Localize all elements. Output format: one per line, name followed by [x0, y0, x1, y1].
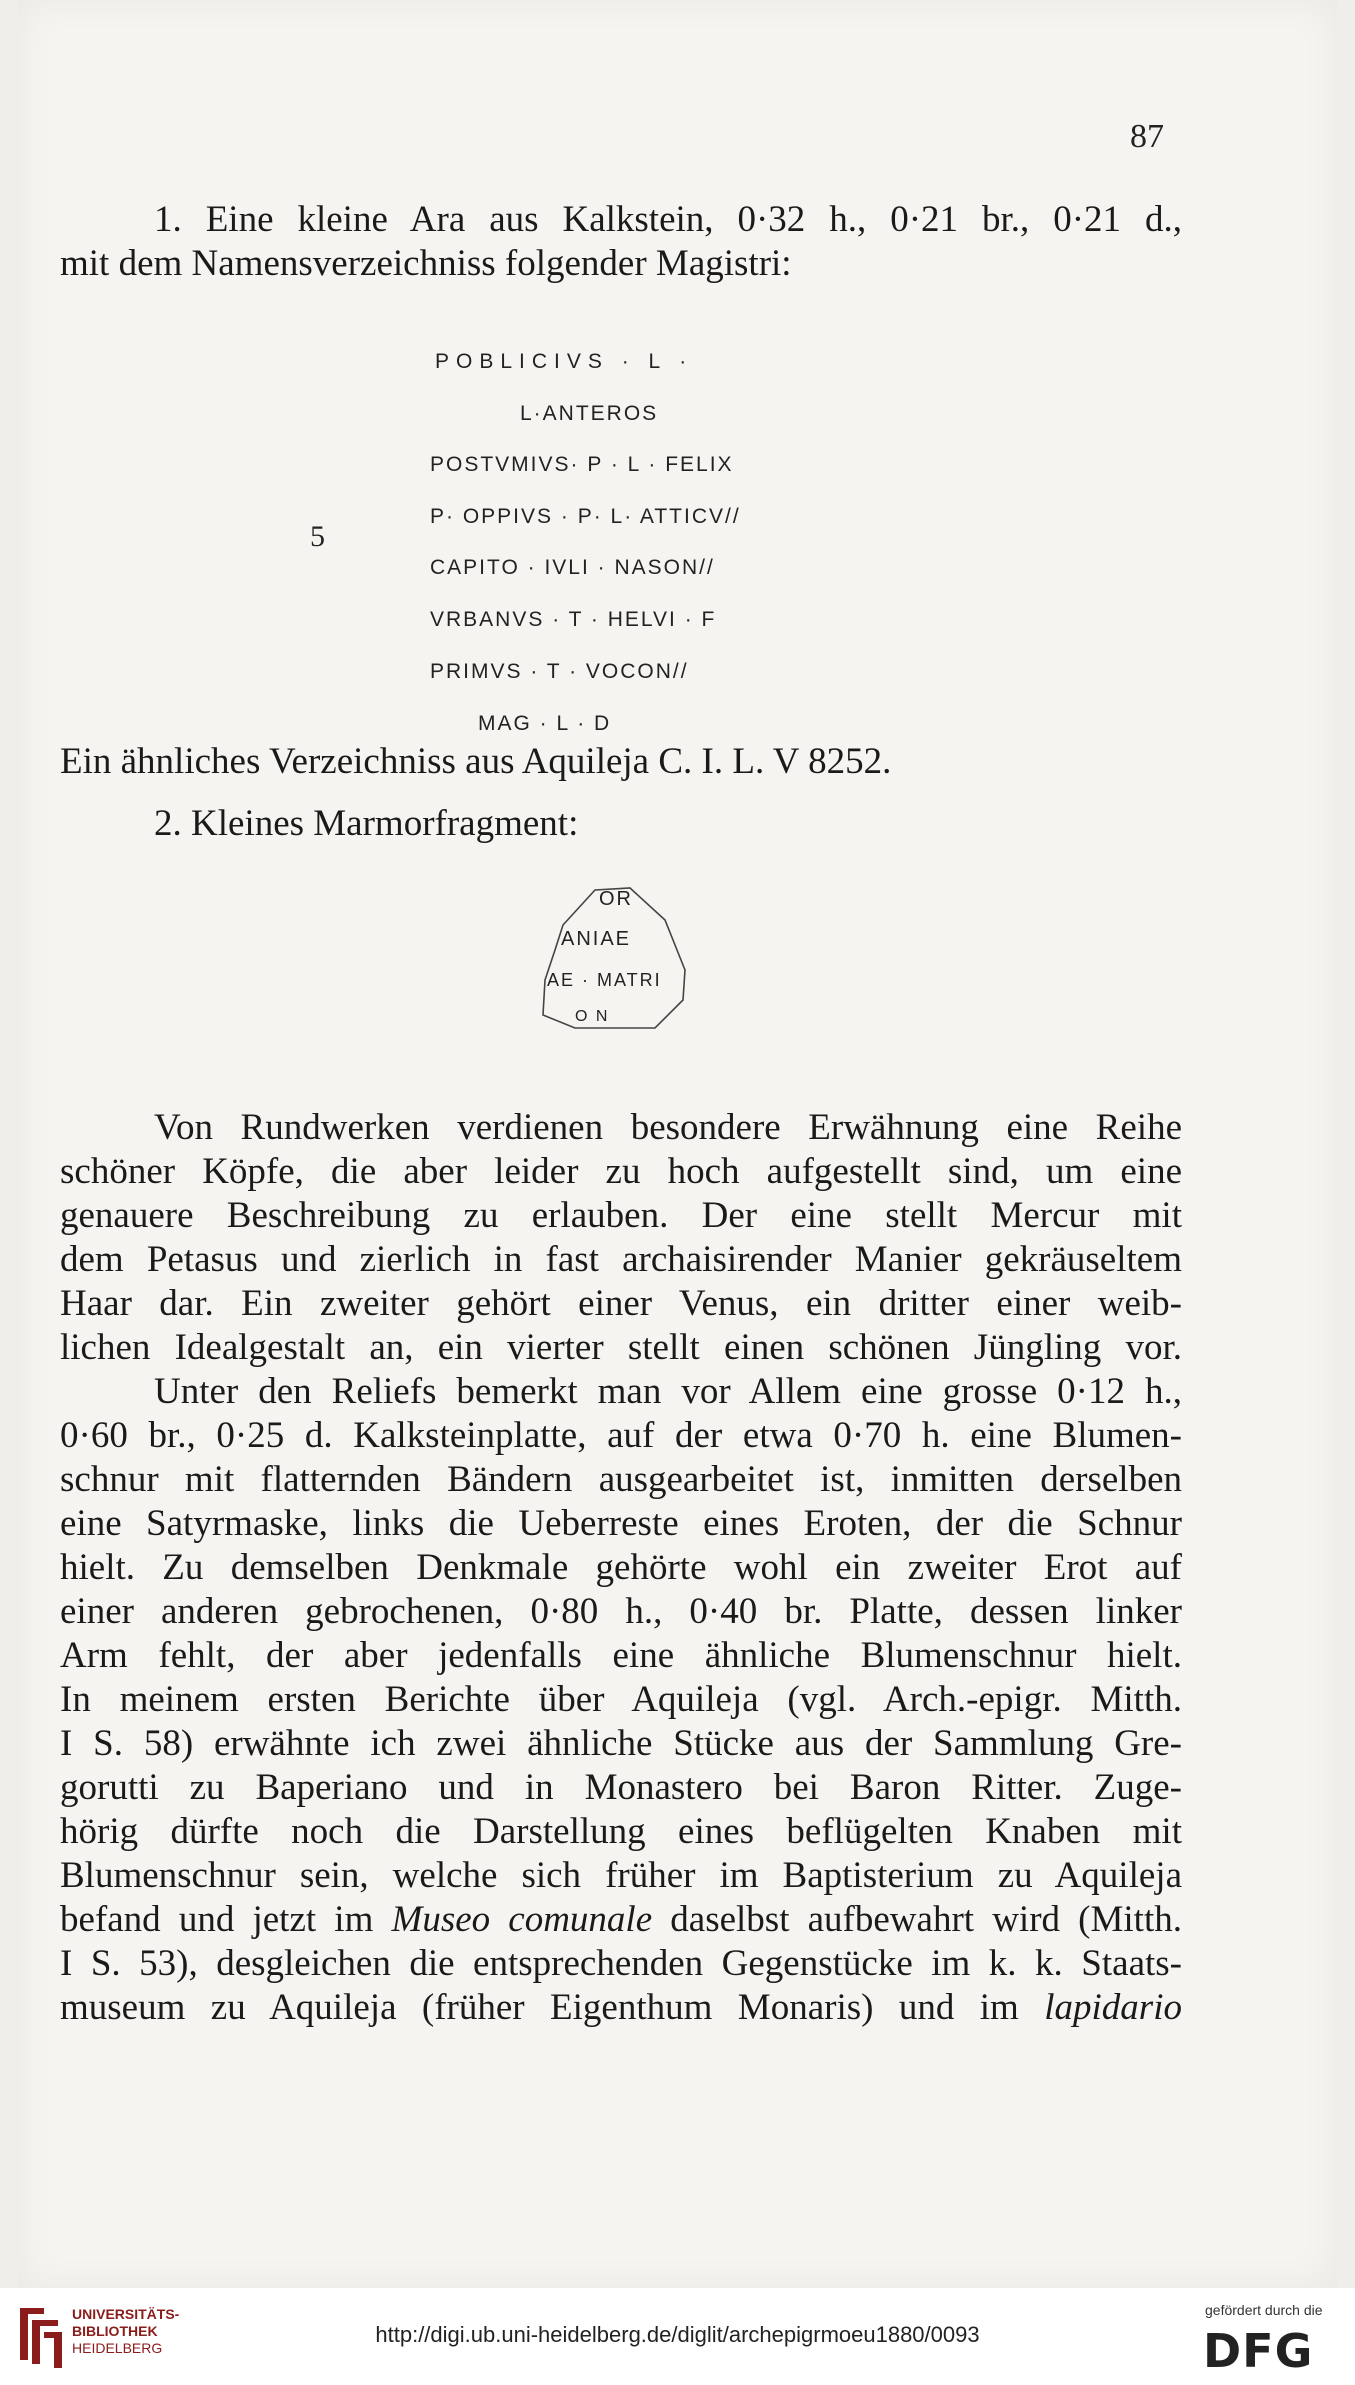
text-run: daselbst aufbewahrt wird (Mitth. [652, 1899, 1182, 1940]
paragraph-line: lichen Idealgestalt an, ein vierter stellt einen schönen Jüngling vor. [60, 1327, 1182, 1368]
inscription-line: PRIMVS · T · VOCON// [430, 660, 689, 683]
paragraph-line: Arm fehlt, der aber jedenfalls eine ähnliche Blumenschnur hielt. [60, 1635, 1182, 1676]
italic-title: lapidario [1044, 1987, 1182, 2028]
permalink-url[interactable]: http://digi.ub.uni-heidelberg.de/diglit/archepigrmoeu1880/0093 [375, 2322, 980, 2347]
inscription-line: POSTVMIVS· P · L · FELIX [430, 453, 734, 476]
paragraph-line: In meinem ersten Berichte über Aquileja (vgl. Arch.-epigr. Mitth. [60, 1679, 1182, 1720]
paragraph-line: eine Satyrmaske, links die Ueberreste eines Eroten, der die Schnur [60, 1503, 1182, 1544]
fragment-line: O N [575, 1008, 610, 1025]
fragment-line: ANIAE [561, 928, 632, 950]
inscription-line-number: 5 [310, 520, 325, 553]
paragraph-line: Haar dar. Ein zweiter gehört einer Venus, ein dritter einer weib- [60, 1283, 1182, 1324]
viewer-footer [0, 2288, 1355, 2385]
inscription-line: P· OPPIVS · P· L· ATTICV// [430, 505, 741, 528]
library-name-line: BIBLIOTHEK [72, 2323, 158, 2339]
paragraph-line: mit dem Namensverzeichniss folgender Magistri: [60, 243, 792, 284]
italic-title: Museo comunale [391, 1899, 653, 1940]
library-name-line: HEIDELBERG [72, 2340, 163, 2356]
paragraph-line: hielt. Zu demselben Denkmale gehörte wohl ein zweiter Erot auf [60, 1547, 1182, 1588]
paragraph-line: einer anderen gebrochenen, 0·80 h., 0·40 br. Platte, dessen linker [60, 1591, 1182, 1632]
paragraph-line: I S. 53), desgleichen die entsprechenden Gegenstücke im k. k. Staats- [60, 1943, 1182, 1984]
marble-fragment-drawing [535, 880, 705, 1040]
funder-caption: gefördert durch die [1205, 2302, 1323, 2318]
paragraph-line: Unter den Reliefs bemerkt man vor Allem eine grosse 0·12 h., [154, 1371, 1182, 1412]
paragraph-line: genauere Beschreibung zu erlauben. Der eine stellt Mercur mit [60, 1195, 1182, 1236]
paragraph-line: schöner Köpfe, die aber leider zu hoch aufgestellt sind, um eine [60, 1151, 1182, 1192]
inscription-line: L·ANTEROS [520, 402, 659, 425]
library-name-line: UNIVERSITÄTS- [72, 2306, 180, 2322]
inscription-line: CAPITO · IVLI · NASON// [430, 556, 715, 579]
dfg-logo[interactable]: DFG [1203, 2324, 1314, 2378]
paragraph-line: 0·60 br., 0·25 d. Kalksteinplatte, auf der etwa 0·70 h. eine Blumen- [60, 1415, 1182, 1456]
paragraph-line: Ein ähnliches Verzeichniss aus Aquileja C. I. L. V 8252. [60, 741, 892, 782]
paragraph-line: Von Rundwerken verdienen besondere Erwähnung eine Reihe [154, 1107, 1182, 1148]
fragment-line: AE · MATRI [547, 970, 662, 990]
paragraph-line: 2. Kleines Marmorfragment: [154, 803, 579, 844]
paragraph-line: schnur mit flatternden Bändern ausgearbeitet ist, inmitten derselben [60, 1459, 1182, 1500]
text-run: museum zu Aquileja (früher Eigenthum Monaris) und im [60, 1987, 1045, 2028]
inscription-line: MAG · L · D [478, 712, 612, 735]
inscription-line: POBLICIVS · L · [435, 350, 694, 373]
paragraph-line: hörig dürfte noch die Darstellung eines beflügelten Knaben mit [60, 1811, 1182, 1852]
inscription-line: VRBANVS · T · HELVI · F [430, 608, 717, 631]
paragraph-line: dem Petasus und zierlich in fast archaisirender Manier gekräuseltem [60, 1239, 1182, 1280]
fragment-line: OR [599, 888, 633, 910]
paragraph-line: Blumenschnur sein, welche sich früher im Baptisterium zu Aquileja [60, 1855, 1182, 1896]
paragraph-line: gorutti zu Baperiano und in Monastero bei Baron Ritter. Zuge- [60, 1767, 1182, 1808]
paragraph-line: I S. 58) erwähnte ich zwei ähnliche Stücke aus der Sammlung Gre- [60, 1723, 1182, 1764]
text-run: befand und jetzt im [60, 1899, 392, 1940]
paragraph-line [60, 1898, 1182, 1942]
paragraph-line [60, 1986, 1182, 2030]
page-number: 87 [1130, 118, 1164, 155]
paragraph-line: 1. Eine kleine Ara aus Kalkstein, 0·32 h., 0·21 br., 0·21 d., [154, 199, 1182, 240]
